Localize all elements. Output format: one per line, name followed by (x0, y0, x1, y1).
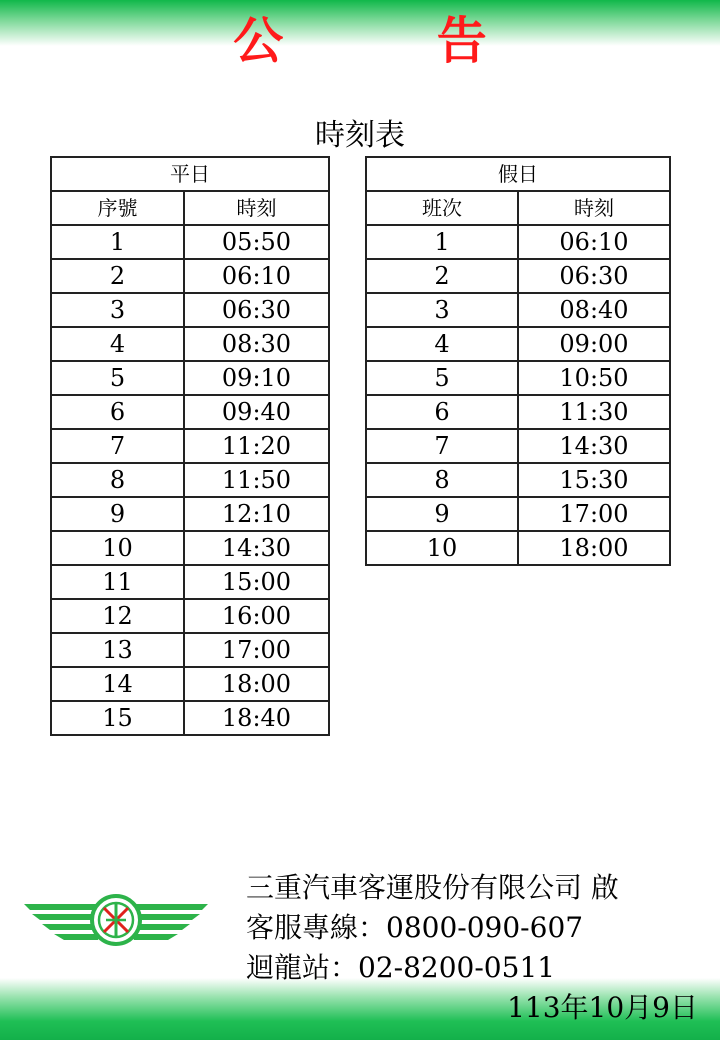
weekday-time-cell: 08:30 (184, 327, 329, 361)
weekday-row (51, 429, 329, 463)
holiday-row (366, 395, 670, 429)
weekday-seq-cell: 10 (51, 531, 184, 565)
holiday-time-cell: 15:30 (518, 463, 670, 497)
holiday-time-cell: 18:00 (518, 531, 670, 565)
weekday-seq-cell: 3 (51, 293, 184, 327)
notice-date: 113年10月9日 (507, 991, 698, 1024)
weekday-row (51, 259, 329, 293)
weekday-row (51, 497, 329, 531)
holiday-time-cell: 06:30 (518, 259, 670, 293)
weekday-row (51, 327, 329, 361)
holiday-seq-cell: 7 (366, 429, 518, 463)
holiday-row (366, 361, 670, 395)
holiday-time-cell: 14:30 (518, 429, 670, 463)
holiday-row (366, 531, 670, 565)
weekday-timetable (50, 156, 330, 736)
weekday-seq-cell: 5 (51, 361, 184, 395)
holiday-col-time: 時刻 (518, 191, 670, 225)
company-name: 三重汽車客運股份有限公司 啟 (246, 871, 619, 904)
company-info (246, 868, 619, 988)
weekday-time-cell: 15:00 (184, 565, 329, 599)
weekday-row (51, 463, 329, 497)
weekday-row (51, 565, 329, 599)
weekday-seq-cell: 2 (51, 259, 184, 293)
weekday-row (51, 531, 329, 565)
holiday-row (366, 497, 670, 531)
weekday-row (51, 225, 329, 259)
weekday-time-cell: 18:40 (184, 701, 329, 735)
weekday-row (51, 633, 329, 667)
holiday-row (366, 259, 670, 293)
weekday-row (51, 293, 329, 327)
weekday-row (51, 395, 329, 429)
weekday-time-cell: 18:00 (184, 667, 329, 701)
holiday-row (366, 225, 670, 259)
holiday-time-cell: 10:50 (518, 361, 670, 395)
holiday-timetable (365, 156, 671, 566)
weekday-seq-cell: 7 (51, 429, 184, 463)
weekday-seq-cell: 15 (51, 701, 184, 735)
holiday-title: 假日 (366, 157, 670, 191)
weekday-seq-cell: 14 (51, 667, 184, 701)
holiday-seq-cell: 9 (366, 497, 518, 531)
weekday-row (51, 361, 329, 395)
weekday-time-cell: 12:10 (184, 497, 329, 531)
weekday-col-time: 時刻 (184, 191, 329, 225)
holiday-time-cell: 06:10 (518, 225, 670, 259)
holiday-seq-cell: 2 (366, 259, 518, 293)
weekday-col-seq: 序號 (51, 191, 184, 225)
holiday-seq-cell: 4 (366, 327, 518, 361)
weekday-time-cell: 11:50 (184, 463, 329, 497)
holiday-row (366, 293, 670, 327)
notice-title: 公 告 (233, 11, 555, 70)
holiday-seq-cell: 1 (366, 225, 518, 259)
weekday-time-cell: 06:10 (184, 259, 329, 293)
weekday-seq-cell: 11 (51, 565, 184, 599)
holiday-row (366, 327, 670, 361)
weekday-time-cell: 09:40 (184, 395, 329, 429)
weekday-row (51, 599, 329, 633)
weekday-row (51, 701, 329, 735)
weekday-seq-cell: 12 (51, 599, 184, 633)
holiday-row (366, 463, 670, 497)
holiday-seq-cell: 3 (366, 293, 518, 327)
weekday-time-cell: 06:30 (184, 293, 329, 327)
holiday-seq-cell: 5 (366, 361, 518, 395)
hotline-text: 客服專線：0800-090-607 (246, 911, 584, 944)
weekday-seq-cell: 6 (51, 395, 184, 429)
station-phone: 迴龍站：02-8200-0511 (246, 951, 556, 984)
weekday-time-cell: 09:10 (184, 361, 329, 395)
holiday-col-run: 班次 (366, 191, 518, 225)
weekday-row (51, 667, 329, 701)
weekday-seq-cell: 9 (51, 497, 184, 531)
holiday-time-cell: 17:00 (518, 497, 670, 531)
holiday-row (366, 429, 670, 463)
holiday-time-cell: 09:00 (518, 327, 670, 361)
weekday-time-cell: 14:30 (184, 531, 329, 565)
holiday-seq-cell: 8 (366, 463, 518, 497)
weekday-title: 平日 (51, 157, 329, 191)
weekday-time-cell: 16:00 (184, 599, 329, 633)
holiday-time-cell: 11:30 (518, 395, 670, 429)
holiday-seq-cell: 6 (366, 395, 518, 429)
holiday-seq-cell: 10 (366, 531, 518, 565)
weekday-seq-cell: 4 (51, 327, 184, 361)
weekday-time-cell: 17:00 (184, 633, 329, 667)
wing-emblem-icon (24, 890, 208, 950)
weekday-time-cell: 05:50 (184, 225, 329, 259)
weekday-seq-cell: 1 (51, 225, 184, 259)
timetable-heading: 時刻表 (315, 118, 405, 153)
weekday-seq-cell: 8 (51, 463, 184, 497)
weekday-seq-cell: 13 (51, 633, 184, 667)
holiday-time-cell: 08:40 (518, 293, 670, 327)
weekday-time-cell: 11:20 (184, 429, 329, 463)
